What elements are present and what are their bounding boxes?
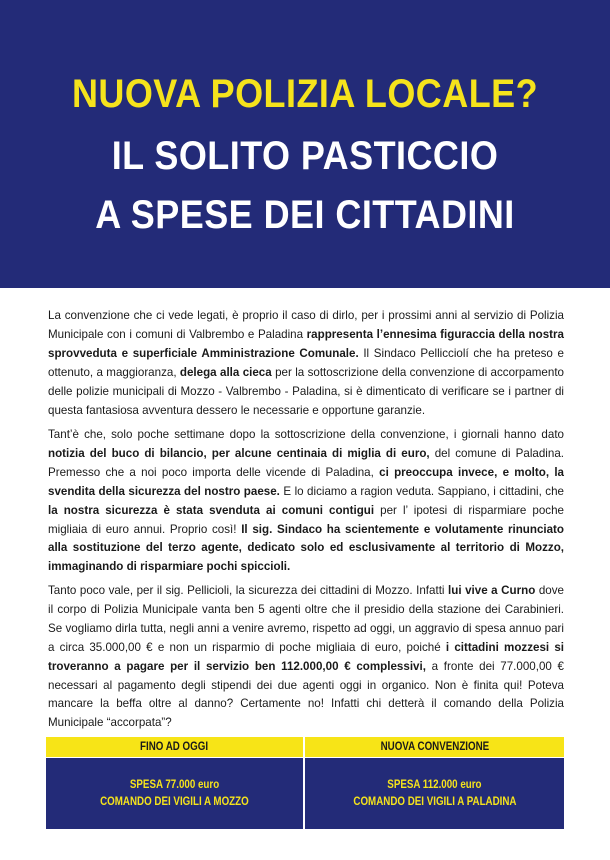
- comparison-table: [46, 737, 564, 829]
- paragraph-emphasis: lui vive a Curno: [448, 584, 536, 597]
- paragraph-buco-bilancio: [48, 426, 564, 577]
- paragraph-text: Il Sindaco Pellicciolí che ha preteso e ottenuto, a maggioranza,: [48, 346, 564, 379]
- paragraph-convenzione: [48, 307, 564, 420]
- paragraph-text: Tanto poco vale, per il sig. Pellicioli, la sicurezza dei cittadini di Mozzo. Infatti: [48, 584, 449, 597]
- headline-line-2: IL SOLITO PASTICCIO: [111, 134, 499, 178]
- paragraph-emphasis: la nostra sicurezza è stata svenduta ai comuni contigui: [48, 503, 375, 517]
- paragraph-text: La convenzione che ci vede legati, è proprio il caso di dirlo, per i prossimi anni al servizio di Polizia Municipale con i comuni di Valbrembo e Paladina: [48, 309, 564, 341]
- paragraph-emphasis: delega alla cieca: [179, 365, 272, 379]
- paragraph-emphasis: notizia del buco di bilancio, per alcune centinaia di miglia di euro,: [48, 446, 430, 460]
- paragraph-text: a fronte dei 77.000,00 € necessari al pagamento degli stipendi dei due agenti oggi in organico. Non è finita qui! Poteva mancare la beffa oltre al danno? Certamente no! Infatti chi detterà il comando della Polizia Municipale “accorpata”?: [48, 659, 564, 730]
- cell-command: COMANDO DEI VIGILI A PALADINA: [352, 796, 517, 808]
- header-label: FINO AD OGGI: [140, 741, 209, 753]
- paragraph-text: E lo diciamo a ragion veduta. Sappiano, i cittadini, che: [279, 484, 564, 498]
- paragraph-emphasis: ci preoccupa invece, e molto, la svendita della sicurezza del nostro paese.: [48, 465, 564, 498]
- table-header-new: [305, 737, 564, 757]
- paragraph-text: per la sottoscrizione della convenzione di accorpamento delle polizie municipali di Mozzo - Valbrembo - Paladina, si è dimenticato di verificare se i partner di questa fantasiosa avventura dessero le necessarie e opportune garanzie.: [48, 365, 564, 417]
- paragraph-text: dove il corpo di Polizia Municipale vanta ben 5 agenti oltre che il presidio della stazione dei Carabinieri. Se vogliamo dirla tutta, negli anni a venire avremo, rispetto ad oggi, un aggravio di spesa annuo pari a circa 35.000,00 € e non un risparmio di poche migliaia di euro, poiché: [48, 584, 564, 654]
- paragraph-text: per l’ ipotesi di risparmiare poche migliaia di euro annui. Proprio così!: [48, 503, 565, 536]
- paragraph-emphasis: i cittadini mozzesi si troveranno a pagare per il servizio ben 112.000,00 € complessivi,: [48, 640, 564, 673]
- headline-question: NUOVA POLIZIA LOCALE?: [71, 72, 539, 116]
- headline-line-3: A SPESE DEI CITTADINI: [95, 193, 515, 237]
- cell-command: COMANDO DEI VIGILI A MOZZO: [100, 796, 249, 808]
- table-cell-current: [46, 758, 303, 829]
- cell-cost: SPESA 112.000 euro: [387, 779, 482, 791]
- cell-cost: SPESA 77.000 euro: [129, 779, 220, 791]
- title-banner: [0, 0, 610, 288]
- paragraph-text: del comune di Paladina. Premesso che a noi poco importa delle vicende di Paladina,: [48, 446, 564, 479]
- paragraph-text: Tant’è che, solo poche settimane dopo la sottoscrizione della convenzione, i giornali hanno dato: [48, 428, 564, 441]
- paragraph-emphasis: rappresenta l’ennesima figuraccia della nostra sprovveduta e superficiale Amministrazione Comunale.: [48, 327, 564, 360]
- paragraph-emphasis: Il sig. Sindaco ha scientemente e volutamente rinunciato alla sostituzione del terzo agente, dedicato solo ed esclusivamente al territorio di Mozzo, immaginando di risparmiare pochi spiccioli.: [48, 522, 565, 574]
- paragraph-sicurezza: [48, 582, 564, 733]
- table-header-current: [46, 737, 303, 757]
- header-label: NUOVA CONVENZIONE: [380, 741, 489, 753]
- table-cell-new: [305, 758, 564, 829]
